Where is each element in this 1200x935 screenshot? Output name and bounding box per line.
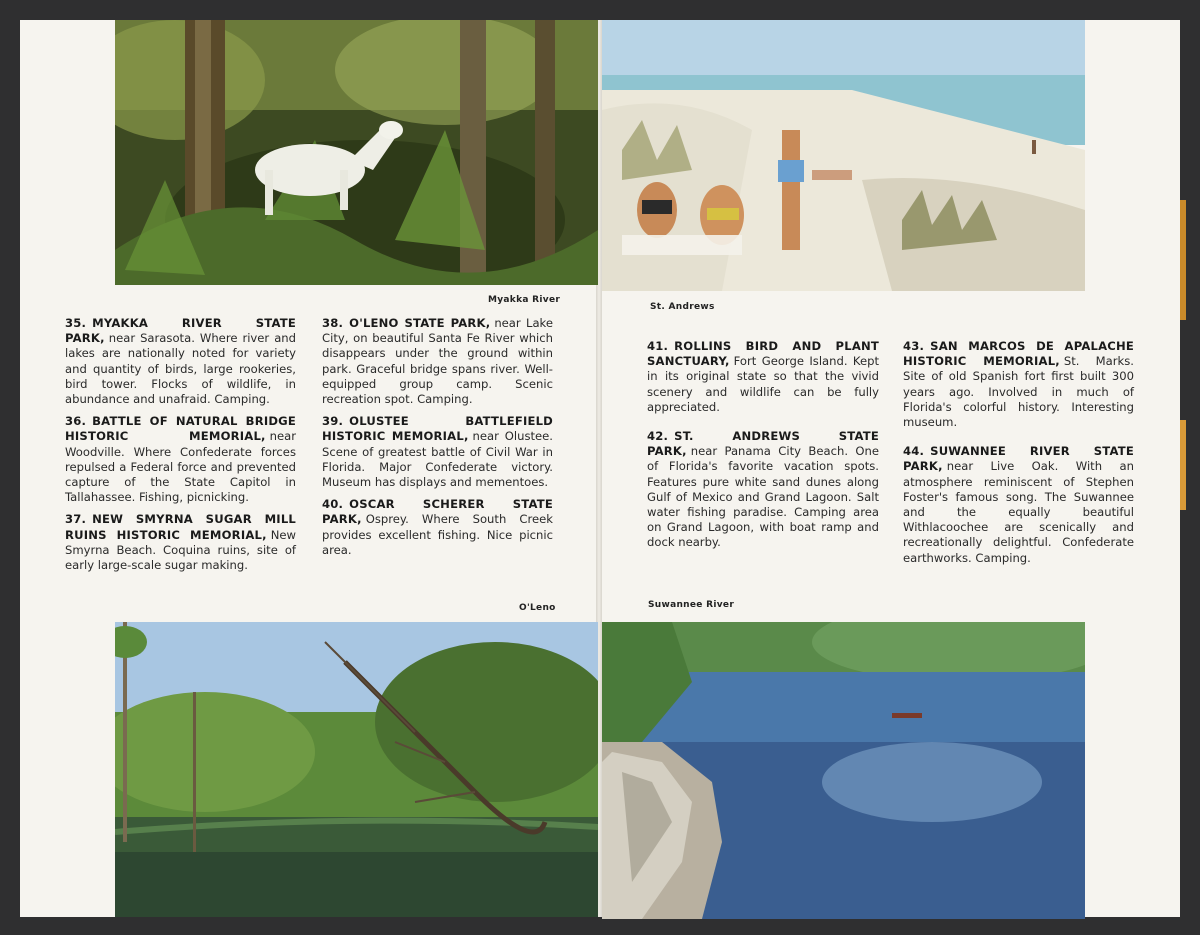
text-column-1 (65, 316, 296, 580)
park-entry-43: 43. SAN MARCOS DE APALACHE HISTORIC MEMORIAL, St. Marks. Site of old Spanish fort first built 300 years ago. Involved in much of Florida's colorful history. Interesting museum. (903, 339, 1134, 430)
park-entry-44: 44. SUWANNEE RIVER STATE PARK, near Live Oak. With an atmosphere reminiscent of Stephen Foster's famous song. The Suwannee and the equally beautiful Withlacoochee are scenically and recreationally delightful. Confederate earthworks. Camping. (903, 444, 1134, 565)
park-entry-35: 35. MYAKKA RIVER STATE PARK, near Sarasota. Where river and lakes are nationally noted for variety and quantity of birds, large rookeries, bird tower. Flocks of wildlife, in abundance and unafraid. Camping. (65, 316, 296, 407)
text-column-3 (647, 339, 879, 558)
park-entry-36: 36. BATTLE OF NATURAL BRIDGE HISTORIC MEMORIAL, near Woodville. Where Confederate forces repulsed a Federal force and prevented capture of the State Capitol in Tallahassee. Fishing, picnicking. (65, 414, 296, 505)
oleno-photo (115, 622, 598, 917)
park-entry-42: 42. ST. ANDREWS STATE PARK, near Panama City Beach. One of Florida's favorite vacation spots. Features pure white sand dunes along Gulf of Mexico and Grand Lagoon. Salt water fishing paradise. Camping area on Grand Lagoon, with boat ramp and dock nearby. (647, 429, 879, 550)
edge-tab-marker (1180, 200, 1186, 320)
suwannee-river-photo (602, 622, 1085, 919)
park-entry-39: 39. OLUSTEE BATTLEFIELD HISTORIC MEMORIAL, near Olustee. Scene of greatest battle of Civil War in Florida. Major Confederate victory. Museum has displays and mementoes. (322, 414, 553, 490)
text-column-2 (322, 316, 553, 565)
park-entry-41: 41. ROLLINS BIRD AND PLANT SANCTUARY, Fort George Island. Kept in its original state so that the vivid scenery and wildlife can be fully appreciated. (647, 339, 879, 414)
park-entry-38: 38. O'LENO STATE PARK, near Lake City, on beautiful Santa Fe River which disappears under the ground within park. Graceful bridge spans river. Well-equipped group camp. Scenic recreation spot. Camping. (322, 316, 553, 407)
st-andrews-photo (602, 20, 1085, 291)
park-entry-37: 37. NEW SMYRNA SUGAR MILL RUINS HISTORIC MEMORIAL, New Smyrna Beach. Coquina ruins, site of early large-scale sugar making. (65, 512, 296, 573)
text-column-4 (903, 339, 1134, 573)
caption-suwannee-river: Suwannee River (648, 600, 735, 610)
caption-myakka-river: Myakka River (488, 295, 561, 305)
caption-oleno: O'Leno (519, 603, 556, 613)
caption-st-andrews: St. Andrews (650, 302, 715, 312)
edge-tab-marker (1180, 420, 1186, 510)
park-entry-40: 40. OSCAR SCHERER STATE PARK, Osprey. Where South Creek provides excellent fishing. Nice picnic area. (322, 497, 553, 557)
myakka-river-photo (115, 20, 598, 285)
